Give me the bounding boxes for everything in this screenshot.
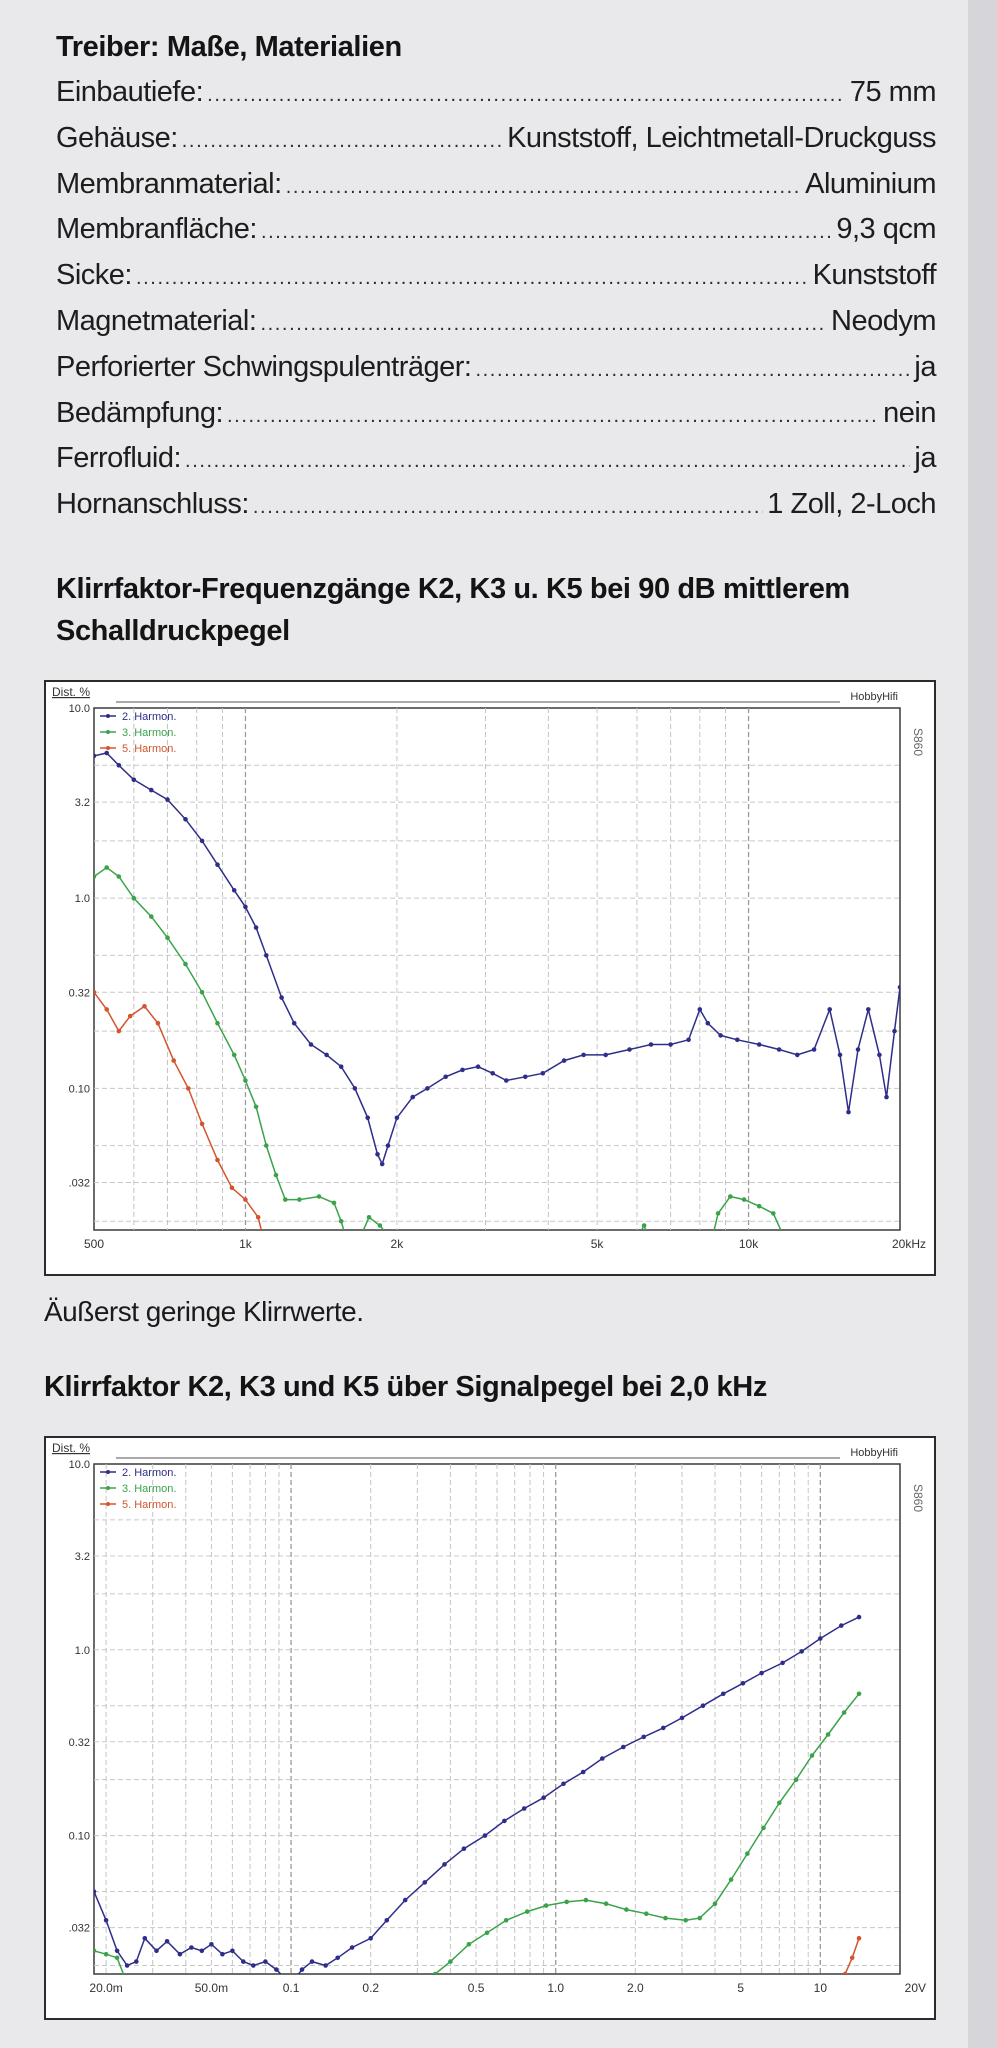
data-point: [134, 1959, 139, 1964]
data-point: [309, 1042, 314, 1047]
data-point: [857, 1692, 862, 1697]
data-point: [701, 1703, 706, 1708]
leader-dots: [227, 405, 879, 428]
data-point: [189, 1945, 194, 1950]
x-tick-label: 0.2: [362, 1981, 380, 1995]
legend-marker: [106, 1502, 110, 1506]
data-point: [641, 1735, 646, 1740]
data-point: [251, 1963, 256, 1968]
data-point: [856, 1047, 861, 1052]
spec-row: [56, 122, 936, 168]
legend-label: 2. Harmon.: [122, 711, 177, 723]
x-tick-labels: [89, 1981, 926, 1995]
legend-marker: [106, 746, 110, 750]
data-point: [522, 1806, 527, 1811]
data-point: [143, 1936, 148, 1941]
data-point: [603, 1053, 608, 1058]
data-point: [777, 1801, 782, 1806]
spec-row: [56, 488, 936, 534]
spec-value: nein: [883, 396, 936, 429]
data-point: [171, 1058, 176, 1063]
chart1-heading-line2: Schalldruckpegel: [56, 615, 290, 647]
data-point: [460, 1068, 465, 1073]
leader-dots: [182, 130, 503, 153]
data-point: [467, 1942, 472, 1947]
data-point: [898, 985, 903, 990]
data-point: [818, 1636, 823, 1641]
data-point: [104, 751, 109, 756]
data-point: [644, 1911, 649, 1916]
data-point: [230, 1949, 235, 1954]
spec-row: [56, 76, 936, 122]
y-tick-label: .032: [68, 1177, 90, 1190]
y-tick-label: 0.32: [68, 987, 90, 1000]
spec-label: Gehäuse:: [56, 121, 178, 154]
data-point: [209, 1942, 214, 1947]
data-point: [220, 1952, 225, 1957]
leader-dots: [261, 221, 832, 244]
data-point: [297, 1197, 302, 1202]
data-point: [104, 865, 109, 870]
leader-dots: [136, 267, 809, 290]
data-point: [759, 1671, 764, 1676]
data-point: [115, 1956, 120, 1961]
data-point: [132, 777, 137, 782]
chart2-frame: [44, 1436, 936, 2020]
spec-label: Einbautiefe:: [56, 76, 204, 108]
x-tick-label: 10: [813, 1981, 828, 1995]
legend-label: 5. Harmon.: [122, 1499, 177, 1511]
brand-label: HobbyHifi: [850, 691, 898, 703]
data-point: [142, 1004, 147, 1009]
data-point: [403, 1898, 408, 1903]
data-point: [165, 797, 170, 802]
data-point: [324, 1053, 329, 1058]
leader-dots: [207, 84, 846, 107]
data-point: [423, 1880, 428, 1885]
data-point: [385, 1918, 390, 1923]
y-tick-label: 3.2: [74, 797, 90, 810]
data-point: [810, 1753, 815, 1758]
data-point: [339, 1064, 344, 1069]
data-point: [335, 1956, 340, 1961]
data-point: [827, 1007, 832, 1012]
data-point: [323, 1963, 328, 1968]
data-point: [264, 953, 269, 958]
data-point: [600, 1756, 605, 1761]
data-point: [395, 1116, 400, 1121]
data-point: [134, 1992, 139, 1997]
x-tick-label: 5: [737, 1981, 745, 1995]
legend-label: 2. Harmon.: [122, 1467, 177, 1479]
data-point: [117, 763, 122, 768]
data-point: [117, 874, 122, 879]
data-point: [375, 1152, 380, 1157]
spec-row: [56, 305, 936, 351]
spec-row: [56, 397, 936, 443]
data-point: [419, 1981, 424, 1986]
data-point: [353, 1086, 358, 1091]
data-point: [757, 1204, 762, 1209]
y-tick-label: .032: [68, 1922, 90, 1935]
data-point: [254, 925, 259, 930]
data-point: [846, 1110, 851, 1115]
data-point: [368, 1936, 373, 1941]
data-point: [562, 1058, 567, 1063]
specs-table: [56, 76, 936, 534]
data-point: [729, 1877, 734, 1882]
chart2-heading: Klirrfaktor K2, K3 und K5 über Signalpegel bei 2,0 kHz: [44, 1371, 767, 1403]
data-point: [541, 1795, 546, 1800]
data-point: [433, 1972, 438, 1977]
data-point: [834, 1976, 839, 1981]
side-mark: S860: [911, 728, 925, 757]
y-tick-label: 1.0: [74, 1644, 90, 1657]
data-point: [698, 1007, 703, 1012]
data-point: [132, 896, 137, 901]
data-point: [502, 1819, 507, 1824]
data-point: [92, 1889, 97, 1894]
data-point: [264, 1143, 269, 1148]
y-tick-label: 0.32: [68, 1736, 90, 1749]
data-point: [544, 1903, 549, 1908]
y-tick-label: 10.0: [68, 1459, 90, 1471]
data-point: [866, 1007, 871, 1012]
legend-marker: [106, 714, 110, 718]
data-point: [215, 862, 220, 867]
spec-row: [56, 351, 936, 397]
data-point: [483, 1833, 488, 1838]
data-point: [627, 1047, 632, 1052]
data-point: [564, 1900, 569, 1905]
data-point: [350, 1945, 355, 1950]
data-point: [200, 1122, 205, 1127]
spec-label: Membranfläche:: [56, 213, 257, 246]
data-point: [581, 1053, 586, 1058]
data-point: [448, 1959, 453, 1964]
data-point: [425, 1086, 430, 1091]
data-point: [256, 1215, 261, 1220]
data-point: [604, 1901, 609, 1906]
data-point: [378, 1223, 383, 1228]
data-point: [631, 1243, 636, 1248]
data-point: [215, 1021, 220, 1026]
page-margin-strip: [968, 0, 997, 2048]
data-point: [541, 1071, 546, 1076]
data-point: [310, 1959, 315, 1964]
data-point: [104, 1952, 109, 1957]
data-point: [165, 1939, 170, 1944]
data-point: [365, 1116, 370, 1121]
spec-value: ja: [914, 442, 936, 475]
data-point: [380, 1162, 385, 1167]
legend-label: 3. Harmon.: [122, 1483, 177, 1495]
data-point: [504, 1918, 509, 1923]
data-point: [332, 1201, 337, 1206]
spec-value: 1 Zoll, 2-Loch: [767, 488, 936, 521]
chart1-caption: Äußerst geringe Klirrwerte.: [44, 1296, 364, 1327]
data-point: [178, 1952, 183, 1957]
data-point: [154, 1949, 159, 1954]
data-point: [232, 1053, 237, 1058]
brand-label: HobbyHifi: [850, 1447, 898, 1459]
y-tick-labels: [69, 1459, 90, 1935]
data-point: [200, 839, 205, 844]
spec-label: Magnetmaterial:: [56, 304, 257, 337]
data-point: [706, 1021, 711, 1026]
x-tick-label: 2.0: [627, 1981, 644, 1995]
data-point: [742, 1197, 747, 1202]
data-point: [200, 990, 205, 995]
x-tick-label: 2k: [390, 1237, 404, 1251]
leader-dots: [475, 359, 910, 382]
data-point: [359, 1232, 364, 1237]
data-point: [263, 1959, 268, 1964]
legend-marker: [106, 730, 110, 734]
spec-label: Perforierter Schwingspulenträger:: [56, 350, 472, 383]
data-point: [279, 995, 284, 1000]
leader-dots: [185, 450, 910, 473]
data-point: [264, 1249, 269, 1254]
data-point: [232, 888, 237, 893]
data-point: [771, 1211, 776, 1216]
data-point: [104, 2004, 109, 2009]
data-point: [777, 1047, 782, 1052]
data-point: [400, 1255, 405, 1260]
data-point: [857, 1936, 862, 1941]
data-point: [104, 1918, 109, 1923]
spec-label: Membranmaterial:: [56, 167, 282, 200]
data-point: [799, 1649, 804, 1654]
data-point: [462, 1846, 467, 1851]
data-point: [661, 1726, 666, 1731]
data-point: [663, 1916, 668, 1921]
data-point: [317, 1194, 322, 1199]
data-point: [92, 874, 97, 879]
spec-label: Hornanschluss:: [56, 488, 249, 521]
series-line: [94, 1994, 106, 2006]
data-point: [786, 1261, 791, 1266]
x-tick-label: 1.0: [547, 1981, 565, 1995]
x-tick-label: 1k: [239, 1237, 252, 1251]
legend-label: 5. Harmon.: [122, 743, 177, 755]
data-point: [165, 935, 170, 940]
data-point: [274, 1173, 279, 1178]
legend-marker: [106, 1486, 110, 1490]
data-point: [476, 1064, 481, 1069]
data-point: [826, 1732, 831, 1737]
data-point: [92, 1949, 97, 1954]
data-point: [241, 1959, 246, 1964]
distortion-level-chart: [46, 1438, 934, 2018]
y-tick-labels: [69, 703, 90, 1189]
data-point: [561, 1782, 566, 1787]
data-point: [386, 1143, 391, 1148]
data-point: [186, 1086, 191, 1091]
y-axis-label: Dist. %: [52, 685, 91, 699]
data-point: [523, 1075, 528, 1080]
data-point: [649, 1042, 654, 1047]
data-point: [354, 1268, 359, 1273]
data-point: [652, 1255, 657, 1260]
y-tick-label: 0.10: [68, 1083, 90, 1096]
legend-label: 3. Harmon.: [122, 727, 177, 739]
data-point: [745, 1851, 750, 1856]
data-point: [718, 1033, 723, 1038]
data-point: [780, 1661, 785, 1666]
data-point: [504, 1078, 509, 1083]
data-point: [642, 1223, 647, 1228]
data-point: [367, 1215, 372, 1220]
y-tick-label: 3.2: [74, 1550, 90, 1563]
data-point: [624, 1907, 629, 1912]
data-point: [842, 1710, 847, 1715]
data-point: [292, 1021, 297, 1026]
data-point: [300, 1967, 305, 1972]
data-point: [490, 1071, 495, 1076]
data-point: [125, 1981, 130, 1986]
data-point: [200, 1949, 205, 1954]
data-point: [735, 1038, 740, 1043]
data-point: [584, 1898, 589, 1903]
data-point: [721, 1692, 726, 1697]
data-point: [128, 1014, 133, 1019]
spec-label: Ferrofluid:: [56, 442, 182, 475]
data-point: [346, 1243, 351, 1248]
x-tick-label: 50.0m: [194, 1981, 229, 1995]
data-point: [668, 1042, 673, 1047]
data-point: [686, 1038, 691, 1043]
data-point: [697, 1916, 702, 1921]
x-tick-label: 0.1: [282, 1981, 300, 1995]
data-point: [92, 990, 97, 995]
data-point: [183, 817, 188, 822]
data-point: [680, 1716, 685, 1721]
y-tick-label: 10.0: [68, 703, 90, 715]
data-point: [839, 1623, 844, 1628]
x-tick-label: 5k: [590, 1237, 604, 1251]
x-tick-label: 500: [83, 1237, 105, 1251]
spec-value: Kunststoff, Leichtmetall-Druckguss: [507, 121, 936, 154]
data-point: [243, 905, 248, 910]
data-point: [706, 1255, 711, 1260]
data-point: [243, 1197, 248, 1202]
data-point: [115, 1949, 120, 1954]
data-point: [621, 1745, 626, 1750]
data-point: [794, 1777, 799, 1782]
spec-value: Kunststoff: [812, 259, 936, 292]
data-point: [892, 1029, 897, 1034]
spec-row: [56, 442, 936, 488]
data-point: [761, 1826, 766, 1831]
data-point: [857, 1615, 862, 1620]
data-point: [713, 1901, 718, 1906]
spec-value: Neodym: [831, 304, 936, 337]
x-tick-label: 20V: [904, 1981, 926, 1995]
data-point: [215, 1158, 220, 1163]
data-point: [795, 1053, 800, 1058]
data-point: [283, 1197, 288, 1202]
data-point: [104, 1007, 109, 1012]
spec-row: [56, 213, 936, 259]
data-point: [877, 1053, 882, 1058]
x-tick-labels: [84, 1237, 926, 1251]
legend-marker: [106, 1470, 110, 1474]
x-tick-label: 20kHz: [891, 1237, 926, 1251]
side-mark: S860: [911, 1484, 925, 1513]
data-point: [254, 1105, 259, 1110]
data-point: [581, 1770, 586, 1775]
data-point: [442, 1862, 447, 1867]
data-point: [183, 962, 188, 967]
spec-label: Sicke:: [56, 259, 132, 292]
spec-value: Aluminium: [805, 167, 936, 200]
data-point: [812, 1047, 817, 1052]
specs-title: Treiber: Maße, Materialien: [56, 31, 402, 63]
spec-value: 75 mm: [849, 76, 936, 108]
y-axis-label: Dist. %: [52, 1441, 91, 1455]
leader-dots: [260, 313, 827, 336]
data-point: [728, 1194, 733, 1199]
data-point: [850, 1956, 855, 1961]
leader-dots: [253, 496, 763, 519]
data-point: [806, 1981, 811, 1986]
chart1-frame: [44, 680, 936, 1276]
data-point: [838, 1053, 843, 1058]
data-point: [683, 1918, 688, 1923]
distortion-frequency-chart: [46, 682, 934, 1274]
spec-row: [56, 168, 936, 214]
spec-value: 9,3 qcm: [836, 213, 936, 246]
leader-dots: [286, 176, 801, 199]
data-point: [92, 754, 97, 759]
data-point: [410, 1095, 415, 1100]
data-point: [741, 1681, 746, 1686]
data-point: [716, 1211, 721, 1216]
data-point: [149, 788, 154, 793]
spec-value: ja: [914, 350, 936, 383]
data-point: [339, 1219, 344, 1224]
data-point: [525, 1909, 530, 1914]
data-point: [243, 1078, 248, 1083]
y-tick-label: 1.0: [74, 893, 90, 906]
spec-label: Bedämpfung:: [56, 396, 224, 429]
chart1-heading-line1: Klirrfaktor-Frequenzgänge K2, K3 u. K5 bei 90 dB mittlerem: [56, 573, 850, 605]
data-point: [781, 1232, 786, 1237]
data-point: [443, 1075, 448, 1080]
plot-area: [94, 708, 900, 1230]
x-tick-label: 20.0m: [89, 1981, 123, 1995]
data-point: [274, 1967, 279, 1972]
data-point: [485, 1931, 490, 1936]
x-tick-label: 0.5: [467, 1981, 485, 1995]
data-point: [125, 1963, 130, 1968]
data-point: [156, 1021, 161, 1026]
data-point: [797, 1998, 802, 2003]
x-tick-label: 10k: [738, 1237, 759, 1251]
data-point: [757, 1042, 762, 1047]
y-tick-label: 0.10: [68, 1830, 90, 1843]
data-point: [149, 914, 154, 919]
spec-row: [56, 259, 936, 305]
data-point: [117, 1029, 122, 1034]
data-point: [230, 1186, 235, 1191]
data-point: [884, 1095, 889, 1100]
data-point: [843, 1972, 848, 1977]
